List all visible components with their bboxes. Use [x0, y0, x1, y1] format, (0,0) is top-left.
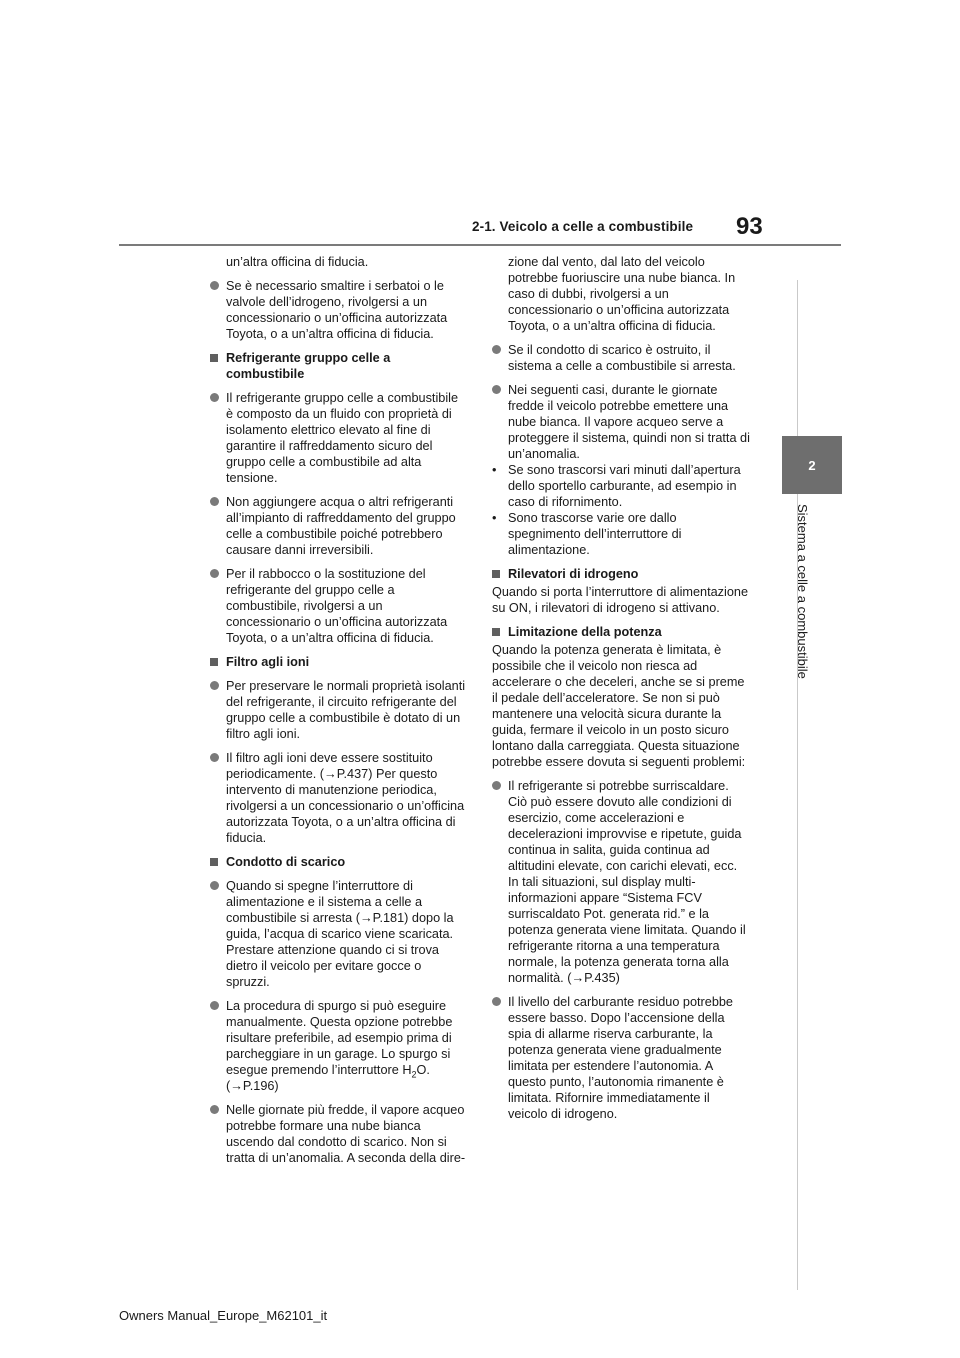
- list-item-text: Il filtro agli ioni deve essere sostituito periodicamente. (→P.437) Per questo intervento di manutenzione periodica, rivolgersi a un concessionario o un’officina autorizzata Toyota, o a un’altra officina di fiducia.: [226, 751, 465, 845]
- bullet-icon: [210, 753, 219, 762]
- bullet-icon: [210, 497, 219, 506]
- list-item: [210, 878, 468, 990]
- list-item: [492, 342, 750, 374]
- continued-text: zione dal vento, dal lato del veicolo potrebbe fuoriuscire una nube bianca. In caso di dubbi, rivolgersi a un concessionario o un’officina autorizzata Toyota, o a un’altra officina di fiducia.: [508, 255, 736, 333]
- section-title: 2-1. Veicolo a celle a combustibile: [472, 219, 694, 234]
- list-item-text: Per preservare le normali proprietà isolanti del refrigerante, il circuito refrigerante del gruppo celle a combustibile è dotato di un filtro agli ioni.: [226, 679, 466, 741]
- bullet-icon: [492, 997, 501, 1006]
- section-heading: [492, 624, 750, 640]
- header-divider: [119, 244, 841, 246]
- list-item-text: Se il condotto di scarico è ostruito, il sistema a celle a combustibile si arresta.: [508, 343, 736, 373]
- side-divider: [797, 280, 798, 1290]
- list-item: [210, 1102, 468, 1166]
- chapter-number: 2: [808, 457, 816, 473]
- heading-text: Refrigerante gruppo celle a combustibile: [226, 351, 391, 381]
- list-item-text: Non aggiungere acqua o altri refrigeranti all’impianto di raffreddamento del gruppo celle a combustibile poiché potrebbero causare danni irreversibili.: [226, 495, 456, 557]
- heading-text: Rilevatori di idrogeno: [508, 567, 639, 581]
- square-icon: [210, 858, 218, 866]
- section-heading: [210, 654, 468, 670]
- list-item-text: Nelle giornate più fredde, il vapore acqueo potrebbe formare una nube bianca uscendo dal condotto di scarico. Non si tratta di un’anomalia. A seconda della dire-: [226, 1103, 466, 1165]
- section-heading: [210, 854, 468, 870]
- chapter-tab[interactable]: [782, 436, 842, 494]
- page-number: 93: [736, 213, 763, 240]
- heading-text: Filtro agli ioni: [226, 655, 310, 669]
- list-item: [492, 994, 750, 1122]
- list-item-text: Il refrigerante si potrebbe surriscaldare. Ciò può essere dovuto alle condizioni di esercizio, come accelerazioni e decelerazioni improvvise e ripetute, guida continua in salita, guida continua ad altitudini elevate, con carichi elevati, ecc. In tali situazioni, sul display multi-informazioni appare “Sistema FCV surriscaldato Pot. generata rid.” e la potenza generata viene limitata. Quando il refrigerante ritorna a una temperatura normale, la potenza generata torna alla normalità. (→P.435): [508, 779, 746, 985]
- bullet-icon: [210, 281, 219, 290]
- bullet-icon: [210, 681, 219, 690]
- dot-icon: •: [492, 463, 497, 477]
- right-column: [492, 254, 750, 1130]
- sub-list-item: [492, 462, 750, 510]
- list-item: [210, 678, 468, 742]
- sub-list-item: [492, 510, 750, 558]
- list-item: [210, 278, 468, 342]
- list-item: [210, 750, 468, 846]
- square-icon: [492, 570, 500, 578]
- square-icon: [492, 628, 500, 636]
- bullet-icon: [210, 569, 219, 578]
- bullet-icon: [492, 345, 501, 354]
- section-heading: [492, 566, 750, 582]
- heading-text: Condotto di scarico: [226, 855, 346, 869]
- list-item-text: Quando si spegne l’interruttore di alimentazione e il sistema a celle a combustibile si arresta (→P.181) dopo la guida, l’acqua di scarico viene scaricata. Prestare attenzione quando ci si trova dietro il veicolo per evitare gocce o spruzzi.: [226, 879, 454, 989]
- sub-list-item-text: Se sono trascorsi vari minuti dall’apertura dello sportello carburante, ad esempio in caso di rifornimento.: [508, 463, 741, 509]
- list-item: [492, 778, 750, 986]
- paragraph: Quando si porta l’interruttore di alimentazione su ON, i rilevatori di idrogeno si attivano.: [492, 585, 749, 615]
- paragraph: Quando la potenza generata è limitata, è possibile che il veicolo non riesca ad accelerare o che deceleri, anche se si preme il pedale dell’acceleratore. Se non si può mantenere una velocità sicura durante la guida, fermare il veicolo in un posto sicuro lontano dalla carreggiata. Questa situazione potrebbe essere dovuta si seguenti problemi:: [492, 643, 746, 769]
- text-part: La procedura di spurgo si può eseguire manualmente. Questa opzione potrebbe risultare preferibile, ad esempio prima di parcheggiare in un garage. Lo spurgo si esegue premendo l’interruttore H: [226, 999, 453, 1077]
- list-item-text: Nei seguenti casi, durante le giornate fredde il veicolo potrebbe emettere una nube bianca. Il vapore acqueo serve a proteggere il sistema, quindi non si tratta di un’anomalia.: [508, 383, 750, 461]
- bullet-icon: [492, 385, 501, 394]
- list-item: [492, 382, 750, 462]
- list-item-text: Il livello del carburante residuo potrebbe essere basso. Dopo l’accensione della spia di allarme riserva carburante, la potenza generata viene gradualmente limitata per estendere l’autonomia. A questo punto, l’autonomia rimanente è limitata. Rifornire immediatamente il veicolo di idrogeno.: [508, 995, 733, 1121]
- chapter-title: Sistema a celle a combustibile: [795, 504, 810, 679]
- square-icon: [210, 354, 218, 362]
- list-item: [210, 566, 468, 646]
- list-item-text: [226, 998, 468, 1094]
- square-icon: [210, 658, 218, 666]
- list-item-text: Se è necessario smaltire i serbatoi o le valvole dell’idrogeno, rivolgersi a un concessionario o un’officina autorizzata Toyota, o a un’altra officina di fiducia.: [226, 279, 448, 341]
- list-item-text: Per il rabbocco o la sostituzione del refrigerante del gruppo celle a combustibile, rivolgersi a un concessionario o un’officina autorizzata Toyota, o a un’altra officina di fiducia.: [226, 567, 448, 645]
- list-item: [210, 494, 468, 558]
- continued-text: un’altra officina di fiducia.: [226, 255, 369, 269]
- section-heading: [210, 350, 468, 382]
- bullet-icon: [210, 1001, 219, 1010]
- bullet-icon: [210, 1105, 219, 1114]
- heading-text: Limitazione della potenza: [508, 625, 662, 639]
- dot-icon: •: [492, 511, 497, 525]
- text-part: O. (→P.196): [226, 1063, 430, 1093]
- bullet-icon: [210, 393, 219, 402]
- list-item: [210, 390, 468, 486]
- bullet-icon: [210, 881, 219, 890]
- sub-list-item-text: Sono trascorse varie ore dallo spegnimento dell’interruttore di alimentazione.: [508, 511, 682, 557]
- list-item: [210, 998, 468, 1094]
- footer-text: Owners Manual_Europe_M62101_it: [119, 1308, 328, 1323]
- bullet-icon: [492, 781, 501, 790]
- left-column: [210, 254, 468, 1174]
- subscript: 2: [411, 1069, 417, 1080]
- list-item-text: Il refrigerante gruppo celle a combustibile è composto da un fluido con proprietà di isolamento elettrico elevato al fine di garantire il raffreddamento sicuro del gruppo celle a combustibile ad alta tensione.: [226, 391, 459, 485]
